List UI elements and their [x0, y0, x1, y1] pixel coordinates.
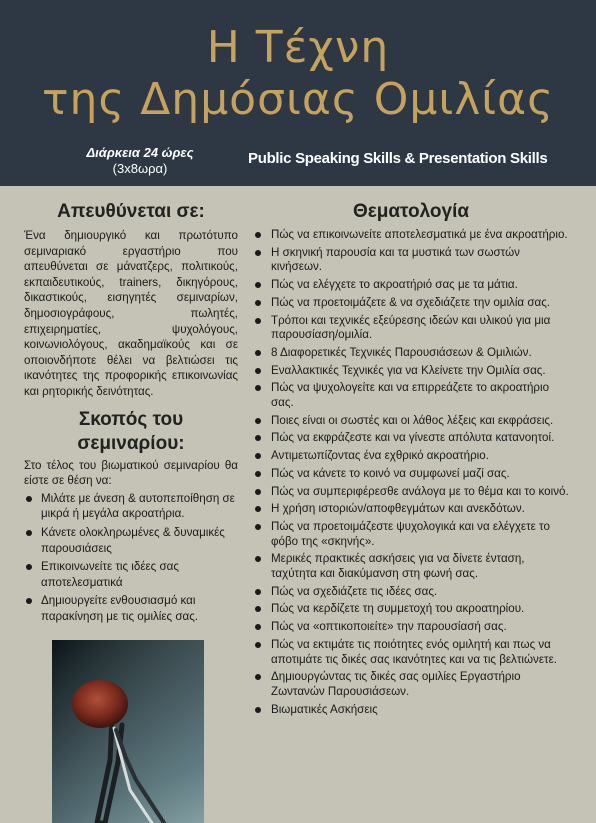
list-item	[252, 620, 570, 635]
bullet-icon	[255, 506, 261, 512]
microphone-photo	[52, 640, 204, 823]
list-item-text: Αντιμετωπίζοντας ένα εχθρικό ακροατήριο.	[271, 449, 489, 463]
list-item	[252, 346, 570, 361]
audience-title: Απευθύνεται σε:	[57, 201, 205, 222]
list-item	[24, 559, 238, 590]
title-line-1: Η Τέχνη	[206, 22, 390, 73]
list-item	[252, 314, 570, 343]
list-item	[252, 381, 570, 410]
list-item-text: Η χρήση ιστοριών/αποφθεγμάτων και ανεκδότων.	[271, 502, 525, 516]
list-item	[252, 485, 570, 500]
goal-list	[24, 491, 238, 625]
list-item-text: Πώς να ελέγχετε το ακροατήριό σας με τα μάτια.	[271, 278, 518, 292]
list-item	[252, 670, 570, 699]
list-item-text: Επικοινωνείτε τις ιδέες σας αποτελεσματικά	[41, 560, 179, 589]
list-item	[252, 703, 570, 718]
bullet-icon	[255, 606, 261, 612]
bullet-icon	[26, 530, 32, 536]
bullet-icon	[255, 471, 261, 477]
list-item-text: Πώς να κερδίζετε τη συμμετοχή του ακροατηρίου.	[271, 602, 525, 616]
list-item	[252, 296, 570, 311]
left-column	[24, 200, 238, 627]
list-item	[24, 491, 238, 522]
goal-title: Σκοπός του σεμιναρίου:	[77, 408, 185, 454]
bullet-icon	[255, 232, 261, 238]
bullet-icon	[255, 624, 261, 630]
list-item	[252, 467, 570, 482]
bullet-icon	[255, 556, 261, 562]
topics-title: Θεματολογία	[352, 201, 470, 222]
bullet-icon	[255, 435, 261, 441]
list-item	[252, 431, 570, 446]
list-item	[252, 552, 570, 581]
list-item	[24, 593, 238, 624]
list-item-text: Δημιουργώντας τις δικές σας ομιλίες Εργαστήριο Ζωντανών Παρουσιάσεων.	[271, 670, 521, 698]
list-item-text: Πώς να προετοιμάζεστε ψυχολογικά και να ελέγχετε το φόβο της «σκηνής».	[271, 519, 550, 548]
microphone-icon	[52, 640, 204, 823]
list-item	[24, 525, 238, 556]
bullet-icon	[26, 496, 32, 502]
list-item-text: Πώς να εκτιμάτε τις ποιότητες ενός ομιλητή και πως να αποτιμάτε τις δικές σας ικανότητες και να τις βελτιώνετε.	[271, 637, 557, 666]
bullet-icon	[255, 589, 261, 595]
bullet-icon	[255, 350, 261, 356]
bullet-icon	[255, 300, 261, 306]
bullet-icon	[255, 642, 261, 648]
list-item	[252, 502, 570, 517]
list-item	[252, 228, 570, 243]
list-item	[252, 278, 570, 293]
list-item	[252, 638, 570, 667]
list-item-text: Κάνετε ολοκληρωμένες & δυναμικές παρουσιάσεις	[41, 525, 225, 555]
list-item-text: Πώς να «οπτικοποιείτε» την παρουσίασή σας.	[271, 620, 507, 634]
list-item	[252, 520, 570, 549]
duration-text: Διάρκεια 24 ώρες	[86, 145, 194, 160]
bullet-icon	[255, 368, 261, 374]
list-item	[252, 246, 570, 275]
right-column	[252, 200, 570, 720]
goal-intro: Στο τέλος του βιωματικού σεμιναρίου θα είστε σε θέση να:	[24, 458, 238, 488]
list-item	[252, 585, 570, 600]
list-item-text: Εναλλακτικές Τεχνικές για να Κλείνετε την Ομιλία σας.	[271, 363, 546, 377]
duration-block	[60, 145, 220, 177]
bullet-icon	[255, 385, 261, 391]
bullet-icon	[255, 453, 261, 459]
title-line-2: της Δημόσιας Ομιλίας	[42, 74, 554, 125]
bullet-icon	[255, 674, 261, 680]
list-item-text: Βιωματικές Ασκήσεις	[271, 702, 378, 716]
bullet-icon	[26, 598, 32, 604]
list-item-text: Μερικές πρακτικές ασκήσεις για να δίνετε ένταση, ταχύτητα και διακύμανση στη φωνή σας.	[271, 552, 525, 581]
list-item	[252, 414, 570, 429]
list-item	[252, 364, 570, 379]
bullet-icon	[255, 489, 261, 495]
list-item-text: 8 Διαφορετικές Τεχνικές Παρουσιάσεων & Ομιλιών.	[271, 345, 532, 359]
list-item-text: Τρόποι και τεχνικές εξεύρεσης ιδεών και υλικού για μια παρουσίαση/ομιλία.	[271, 313, 551, 342]
duration-detail: (3x8ωρα)	[112, 161, 168, 176]
list-item	[252, 602, 570, 617]
list-item-text: Η σκηνική παρουσία και τα μυστικά των σωστών κινήσεων.	[271, 245, 520, 274]
list-item-text: Ποιες είναι οι σωστές και οι λάθος λέξεις και εκφράσεις.	[271, 413, 554, 427]
list-item-text: Μιλάτε με άνεση & αυτοπεποίθηση σε μικρά ή μεγάλα ακροατήρια.	[41, 491, 235, 521]
list-item-text: Πώς να επικοινωνείτε αποτελεσματικά με ένα ακροατήριο.	[271, 228, 568, 241]
list-item-text: Πώς να ψυχολογείτε και να επιρρεάζετε το ακροατήριο σας.	[271, 381, 550, 410]
bullet-icon	[255, 707, 261, 713]
list-item-text: Πώς να προετοιμάζετε & να σχεδιάζετε την ομιλία σας.	[271, 295, 551, 309]
bullet-icon	[255, 282, 261, 288]
list-item-text: Πώς να κάνετε το κοινό να συμφωνεί μαζί σας.	[271, 466, 510, 480]
list-item	[252, 449, 570, 464]
list-item-text: Πώς να εκφράζεστε και να γίνεστε απόλυτα κατανοητοί.	[271, 431, 555, 445]
list-item-text: Δημιουργείτε ενθουσιασμό και παρακίνηση με τις ομιλίες σας.	[41, 594, 199, 623]
list-item-text: Πώς να συμπεριφέρεσθε ανάλογα με το θέμα και το κοινό.	[271, 484, 569, 498]
bullet-icon	[255, 318, 261, 324]
list-item-text: Πώς να σχεδιάζετε τις ιδέες σας.	[271, 584, 438, 598]
bullet-icon	[26, 564, 32, 570]
topics-list	[252, 228, 570, 717]
bullet-icon	[255, 524, 261, 530]
header-banner	[0, 0, 596, 186]
tagline: Public Speaking Skills & Presentation Skills	[248, 150, 548, 167]
audience-text: Ένα δημιουργικό και πρωτότυπο σεμιναριακό εργαστήριο που απευθύνεται σε μάνατζερς, πολιτικούς, εκπαιδευτικούς, trainers, δικηγόρους, δικαστικούς, εισηγητές σεμιναρίων, δημοσιογράφους, πωλητές, επιχειρηματίες, ψυχολόγους, κοινωνιολόγους, ακαδημαϊκούς και σε οποιονδήποτε θέλει να βελτιώσει τις ικανότητες της προφορικής επικοινωνίας και ρητορικής δεινότητας.	[24, 229, 238, 398]
bullet-icon	[255, 418, 261, 424]
bullet-icon	[255, 250, 261, 256]
